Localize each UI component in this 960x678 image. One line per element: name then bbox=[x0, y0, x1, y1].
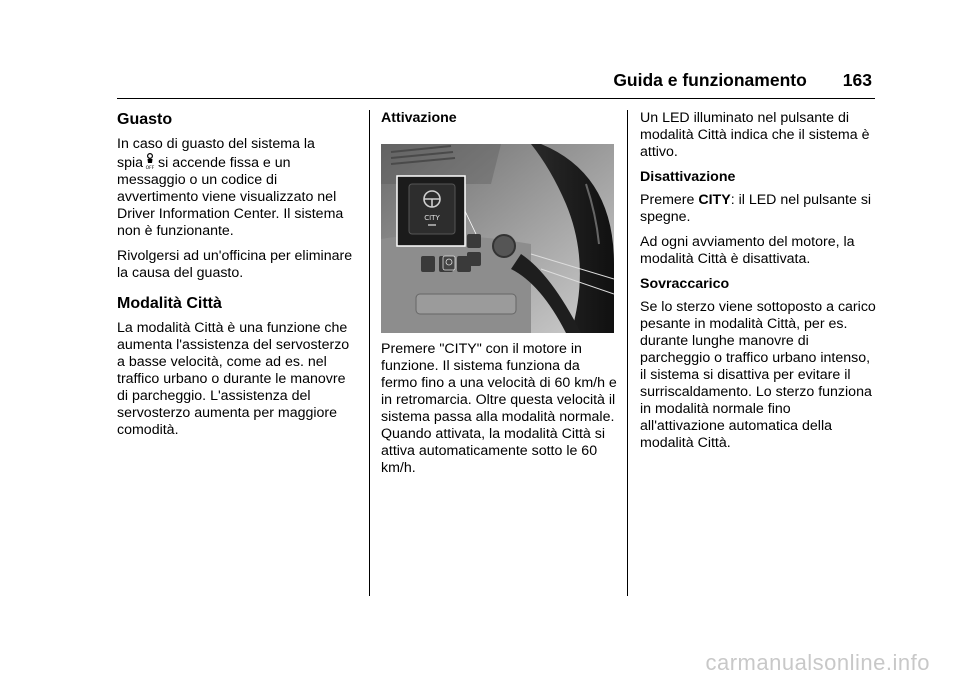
heading-disattivazione: Disattivazione bbox=[640, 169, 736, 185]
paragraph-led: Un LED illuminato nel pulsante di modalità Città indica che il sistema è attivo. bbox=[640, 110, 870, 160]
heading-guasto: Guasto bbox=[117, 111, 173, 128]
section-title: Guida e funzionamento bbox=[613, 70, 807, 90]
column-divider-1 bbox=[369, 110, 370, 596]
column-divider-2 bbox=[627, 110, 628, 596]
column-2 bbox=[381, 110, 617, 133]
column-1 bbox=[117, 110, 357, 447]
heading-modalita-citta: Modalità Città bbox=[117, 295, 222, 312]
watermark: carmanualsonline.info bbox=[705, 650, 930, 675]
power-steering-warning-icon bbox=[145, 153, 155, 170]
paragraph-sovraccarico: Se lo sterzo viene sottoposto a carico pesante in modalità Città, per es. durante lunghe manovre di parcheggio o traffico urbano intenso, il sistema si disattiva per evitare il surriscaldamento. Lo sterzo funziona in modalità normale fino all'attivazione automatica della modalità Città. bbox=[640, 299, 876, 451]
paragraph-disattivazione: Premere CITY: il LED nel pulsante si spegne. bbox=[640, 192, 872, 225]
column-3 bbox=[640, 110, 876, 460]
paragraph-officina: Rivolgersi ad un'officina per eliminare la causa del guasto. bbox=[117, 248, 353, 281]
column-2-text bbox=[381, 341, 617, 485]
dashboard-illustration bbox=[381, 144, 614, 333]
paragraph-avviamento: Ad ogni avviamento del motore, la modalità Città è disattivata. bbox=[640, 234, 855, 267]
city-button-label: CITY bbox=[424, 214, 440, 222]
paragraph-modalita-citta: La modalità Città è una funzione che aumenta l'assistenza del servosterzo a basse velocità, come ad es. nel traffico urbano o durante le manovre di parcheggio. L'assistenza del servosterzo aumenta per maggiore comodità. bbox=[117, 320, 350, 438]
svg-text:OFF: OFF bbox=[145, 166, 155, 170]
header-rule bbox=[117, 98, 875, 99]
heading-sovraccarico: Sovraccarico bbox=[640, 276, 730, 292]
heading-attivazione: Attivazione bbox=[381, 110, 457, 126]
paragraph-attivazione: Premere "CITY" con il motore in funzione. Il sistema funziona da fermo fino a una velocità di 60 km/h e in retromarcia. Oltre questa velocità il sistema passa alla modalità normale. Quando attivata, la modalità Città si attiva automaticamente sotto le 60 km/h. bbox=[381, 341, 617, 476]
city-button-photo bbox=[381, 144, 614, 333]
page-header bbox=[0, 70, 872, 91]
page-number: 163 bbox=[842, 70, 872, 90]
paragraph-guasto: In caso di guasto del sistema la spia OFF si accende fissa e un messaggio o un codice di avvertimento viene visualizzato nel Driver Information Center. Il sistema non è funzionante. bbox=[117, 136, 344, 239]
